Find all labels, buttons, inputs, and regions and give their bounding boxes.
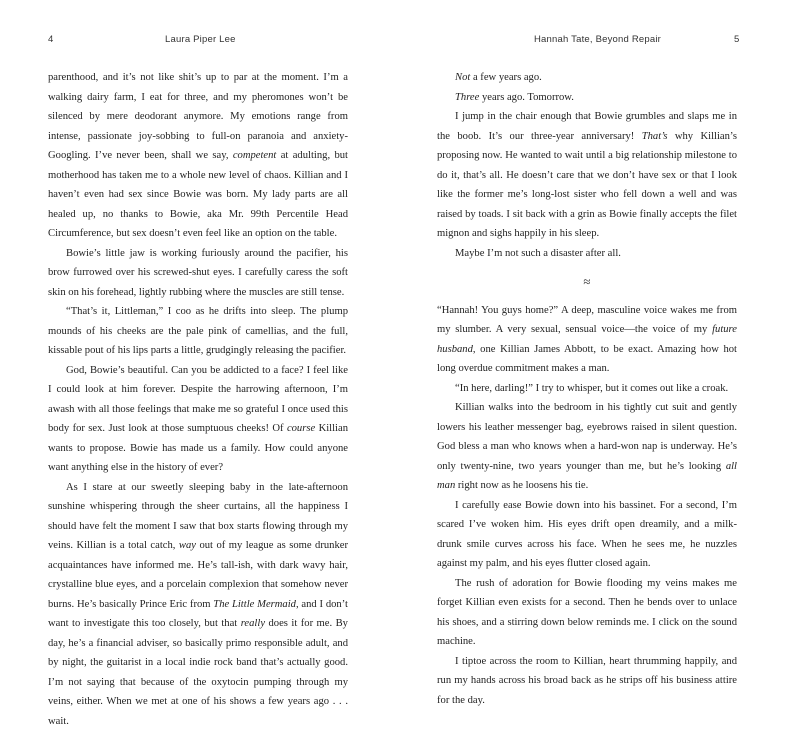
spacer (437, 263, 737, 272)
italic-text: really (241, 618, 265, 629)
paragraphs-before-break (437, 68, 737, 263)
paragraph (437, 244, 737, 264)
paragraph (48, 478, 348, 731)
text-run: , and I don’t want to investigate this too closely, but that (48, 599, 348, 630)
text-run: Killian wants to propose. Bowie has made us a family. How could anyone want anything else in the history of ever? (48, 423, 348, 473)
paragraph (48, 302, 348, 361)
italic-text: competent (233, 150, 277, 161)
paragraph (48, 361, 348, 478)
text-run: why Killian’s proposing now. He wanted to wait until a big relationship milestone to do it, that’s all. He doesn’t care that we don’t have sex or that I look like the former me’s long-lost sister who fell down a well and was raised by toads. I sit back with a grin as Bowie finally accepts the filet mignon and sighs happily in his sleep. (437, 131, 737, 240)
text-run: Killian walks into the bedroom in his tightly cut suit and gently lowers his leather messenger bag, eyebrows raised in silent question. God bless a man who knows when a hard-won nap is underway. He’s only twenty-nine, two years younger than me, but he’s looking (437, 402, 737, 472)
text-run: Maybe I’m not such a disaster after all. (455, 248, 621, 259)
text-run: at adulting, but motherhood has taken me to a whole new level of chaos. Killian and I haven’t even had sex since Bowie was born. My lady parts are all healed up, no thanks to Bowie, aka Mr. 99th Percentile Head Circumference, but sex doesn’t even feel like an option on the table. (48, 150, 348, 239)
paragraph (437, 398, 737, 496)
left-page (0, 0, 396, 600)
paragraph (437, 496, 737, 574)
paragraph (437, 379, 737, 399)
spacer (437, 292, 737, 301)
paragraph (48, 244, 348, 303)
text-run: I carefully ease Bowie down into his bassinet. For a second, I’m scared I’ve woken him. His eyes drift open dreamily, and a milk-drunk smile curves across his face. When he sees me, he nuzzles against my palm, and his eyes flutter closed again. (437, 500, 737, 570)
text-run: God, Bowie’s beautiful. Can you be addicted to a face? I feel like I could look at him forever. Despite the harrowing afternoon, I’m awash with all those feelings that make me so grateful I once used this body for sex. Just look at those sumptuous cheeks! Of (48, 365, 348, 435)
text-run: I jump in the chair enough that Bowie grumbles and slaps me in the boob. It’s our three-year anniversary! (437, 111, 737, 142)
text-run: a few years ago. (470, 72, 541, 83)
text-run: parenthood, and it’s not like shit’s up to par at the moment. I’m a walking dairy farm, I eat for three, and my pheromones won’t be silenced by mere deodorant anymore. My emotions range from intense, passionate joy-sobbing to full-on paranoia and anxiety-Googling. I’ve never been, shall we say, (48, 72, 348, 161)
text-run: , one Killian James Abbott, to be exact. Amazing how hot long overdue commitment makes a man. (437, 344, 737, 375)
paragraphs-after-break (437, 301, 737, 711)
right-page (397, 0, 793, 600)
italic-text: all man (437, 461, 737, 492)
paragraph (437, 301, 737, 379)
paragraph (437, 68, 737, 88)
section-break-ornament: ≈ (437, 272, 737, 292)
italic-text: future husband (437, 324, 737, 355)
text-run: “In here, darling!” I try to whisper, but it comes out like a croak. (455, 383, 728, 394)
running-head-title: Hannah Tate, Beyond Repair (534, 34, 661, 48)
page-number: 4 (48, 34, 53, 48)
text-run: years ago. Tomorrow. (479, 92, 574, 103)
right-page-body (437, 68, 737, 710)
running-head-author: Laura Piper Lee (165, 34, 236, 48)
left-page-body (48, 68, 348, 731)
text-run: right now as he loosens his tie. (455, 480, 588, 491)
text-run: does it for me. By day, he’s a financial adviser, so basically primo responsible adult, and by night, the guitarist in a local indie rock band that’s actually good. I’m not saying that because of the oxytocin pumping through my veins, either. When we met at one of his shows a few years ago . . . wait. (48, 618, 348, 727)
text-run: I tiptoe across the room to Killian, heart thrumming happily, and run my hands across his broad back as he strips off his business attire for the day. (437, 656, 737, 706)
paragraph (437, 107, 737, 244)
italic-text: Three (455, 92, 479, 103)
italic-text: way (179, 540, 196, 551)
text-run: “That’s it, Littleman,” I coo as he drifts into sleep. The plump mounds of his cheeks are the pale pink of camellias, and the full, kissable pout of his lips parts a little, grudgingly releasing the pacifier. (48, 306, 348, 356)
text-run: out of my league as some drunker acquaintances have informed me. He’s tall-ish, with dark wavy hair, crystalline blue eyes, and a porcelain complexion that somehow never burns. He’s basically Prince Eric from (48, 540, 348, 610)
paragraph (437, 652, 737, 711)
italic-text: Not (455, 72, 470, 83)
paragraph (437, 88, 737, 108)
paragraph (437, 574, 737, 652)
text-run: The rush of adoration for Bowie flooding my veins makes me forget Killian even exists for a second. Then he bends over to unlace his shoes, and a stirring down below reminds me. I click on the sound machine. (437, 578, 737, 648)
page-number: 5 (734, 34, 739, 48)
paragraph (48, 68, 348, 244)
text-run: “Hannah! You guys home?” A deep, masculine voice wakes me from my slumber. A very sexual, sensual voice—the voice of my (437, 305, 737, 336)
text-run: Bowie’s little jaw is working furiously around the pacifier, his brow furrowed over his screwed-shut eyes. I carefully caress the soft skin on his forehead, lightly rubbing where the muscles are still tense. (48, 248, 348, 298)
text-run: As I stare at our sweetly sleeping baby in the late-afternoon sunshine whispering through the sheer curtains, all the happiness I should have felt the moment I saw that box starts flowing through my veins. Killian is a total catch, (48, 482, 348, 552)
italic-text: The Little Mermaid (213, 599, 296, 610)
italic-text: That’s (642, 131, 668, 142)
italic-text: course (287, 423, 315, 434)
